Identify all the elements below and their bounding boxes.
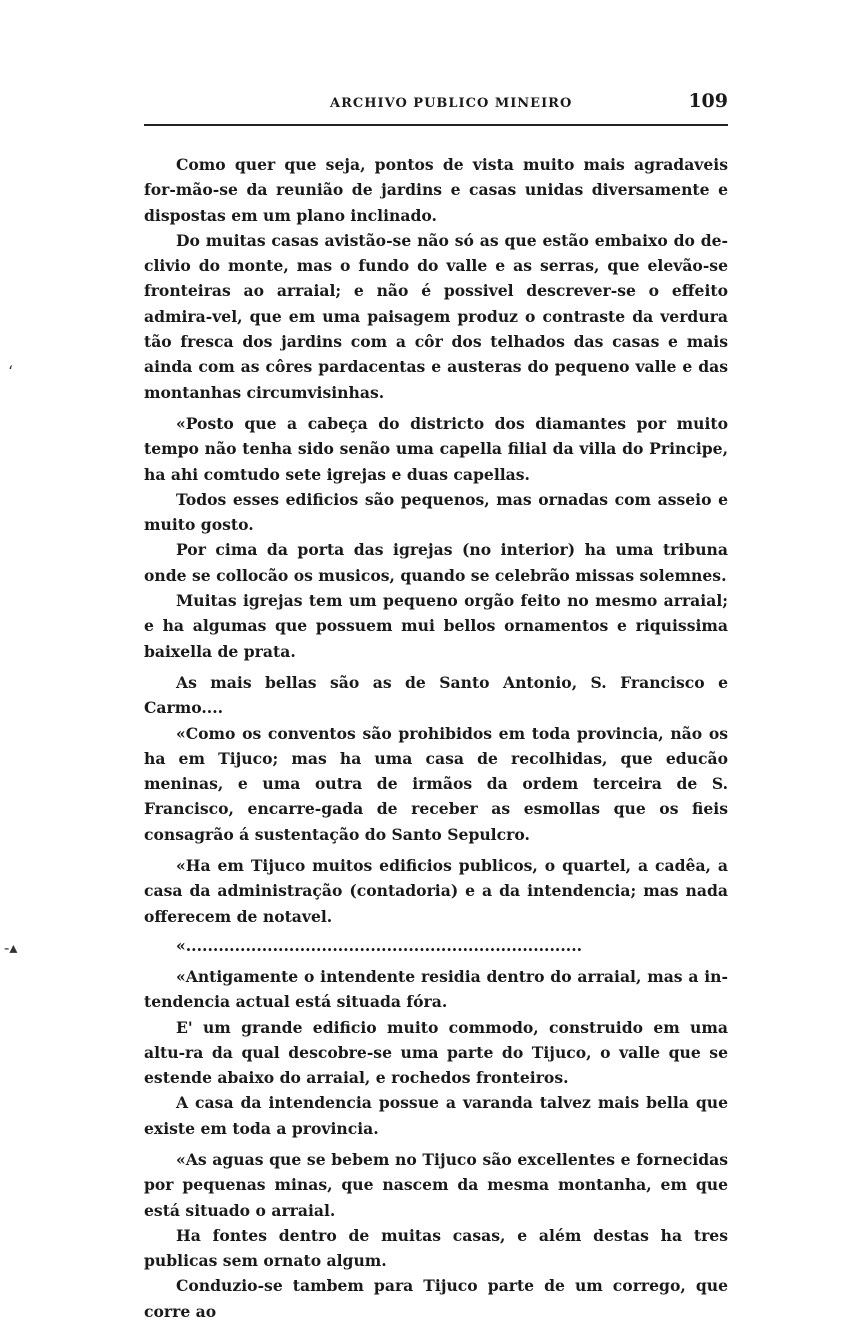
- paragraph: «Ha em Tijuco muitos edificios publicos, o quartel, a cadêa, a casa da administração (contadoria) e a da intendencia; mas nada offerecem de notavel.: [144, 856, 728, 926]
- paragraph: Todos esses edificios são pequenos, mas ornadas com asseio e muito gosto.: [144, 489, 728, 535]
- header-rule: [144, 124, 728, 126]
- ellipsis-line: «.........................................................................: [176, 935, 583, 955]
- page-body: [144, 152, 728, 1324]
- paragraph: «Posto que a cabeça do districto dos diamantes por muito tempo não tenha sido senão uma capella filial da villa do Principe, ha ahi comtudo sete igrejas e duas capellas.: [144, 413, 728, 484]
- paragraph: Muitas igrejas tem um pequeno orgão feito no mesmo arraial; e ha algumas que possuem mui bellos ornamentos e riquissima baixella de prata.: [144, 591, 728, 661]
- paragraph: «Antigamente o intendente residia dentro do arraial, mas a in-tendencia actual está situada fóra.: [144, 966, 728, 1012]
- page-number: 109: [688, 90, 728, 112]
- paragraph: Conduzio-se tambem para Tijuco parte de um corrego, que corre ao: [144, 1276, 728, 1321]
- paragraph: A casa da intendencia possue a varanda talvez mais bella que existe em toda a provincia.: [144, 1093, 728, 1138]
- paragraph: Como quer que seja, pontos de vista muito mais agradaveis for-mão-se da reunião de jardins e casas unidas diversamente e dispostas em um plano inclinado.: [144, 155, 728, 225]
- paragraph: Ha fontes dentro de muitas casas, e além destas ha tres publicas sem ornato algum.: [144, 1225, 728, 1271]
- margin-mark: -▴: [4, 938, 18, 957]
- margin-mark: ‘: [8, 362, 14, 381]
- paragraph: «Como os conventos são prohibidos em toda provincia, não os ha em Tijuco; mas ha uma casa de recolhidas, que educão meninas, e uma outra de irmãos da ordem terceira de S. Francisco, encarre-gada de receber as esmollas que os fieis consagrão á sustentação do Santo Sepulcro.: [144, 723, 728, 844]
- paragraph: Por cima da porta das igrejas (no interior) ha uma tribuna onde se collocão os musicos, quando se celebrão missas solemnes.: [144, 540, 728, 585]
- paragraph: «As aguas que se bebem no Tijuco são excellentes e fornecidas por pequenas minas, que nascem da mesma montanha, em que está situado o arraial.: [144, 1149, 728, 1220]
- paragraph: Do muitas casas avistão-se não só as que estão embaixo do de-clivio do monte, mas o fundo do valle e as serras, que elevão-se fronteiras ao arraial; e não é possivel descrever-se o effeito admira-vel, que em uma paisagem produz o contraste da verdura tão fresca dos jardins com a côr dos telhados das casas e mais ainda com as côres pardacentas e austeras do pequeno valle e das montanhas circumvisinhas.: [144, 230, 728, 402]
- paragraph: As mais bellas são as de Santo Antonio, S. Francisco e Carmo....: [144, 672, 728, 718]
- page-header: [144, 90, 728, 120]
- paragraph: E' um grande edificio muito commodo, construido em uma altu-ra da qual descobre-se uma parte do Tijuco, o valle que se estende abaixo do arraial, e rochedos fronteiros.: [144, 1017, 728, 1088]
- running-title: ARCHIVO PUBLICO MINEIRO: [330, 96, 573, 111]
